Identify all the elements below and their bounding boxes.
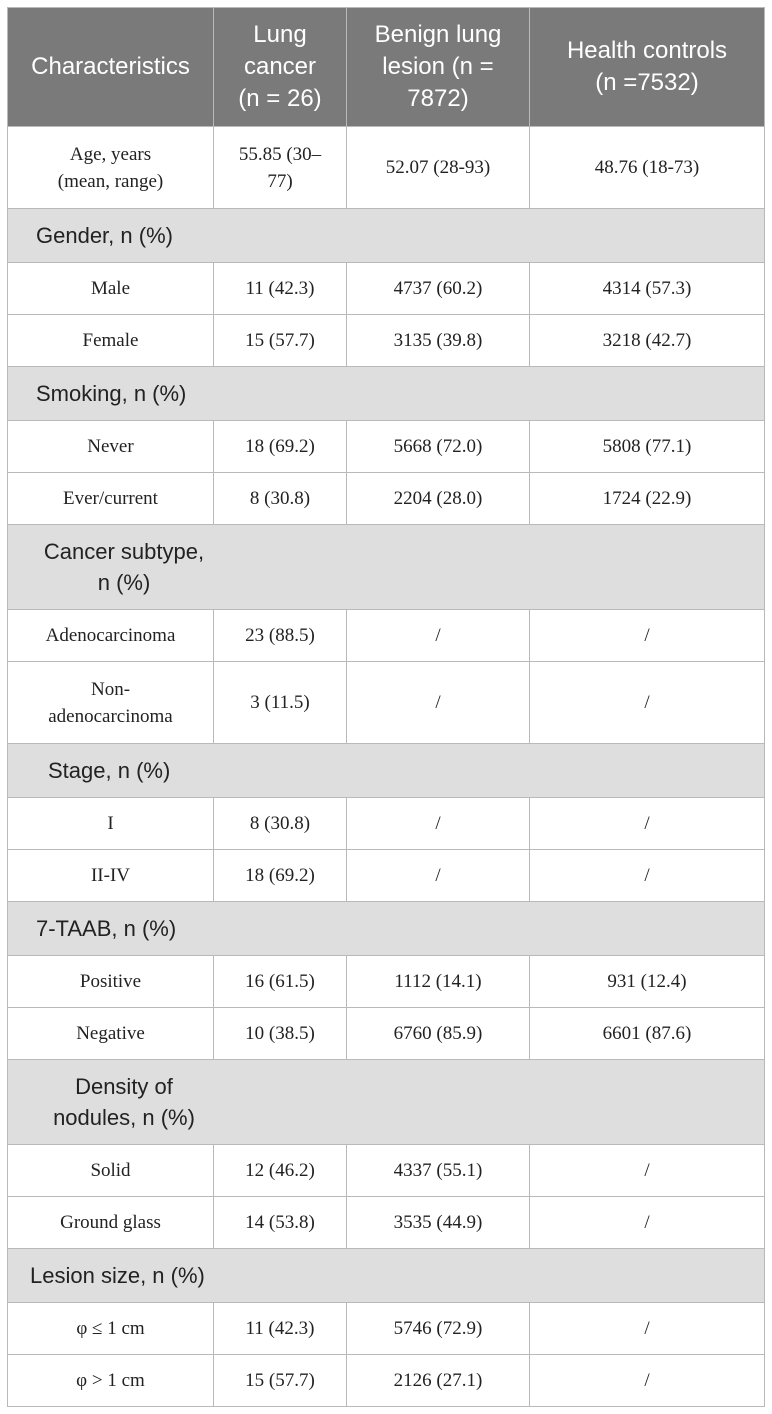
table-row	[8, 1355, 765, 1407]
header-characteristics: Characteristics	[8, 8, 214, 127]
table-row	[8, 662, 765, 744]
section-header-gender	[8, 209, 765, 263]
table-cell: 5668 (72.0)	[347, 421, 530, 473]
header-row	[8, 8, 765, 127]
table-cell: 52.07 (28-93)	[347, 127, 530, 209]
table-cell: 15 (57.7)	[214, 1355, 347, 1407]
header-health-controls: Health controls (n =7532)	[530, 8, 765, 127]
table-cell: Ground glass	[8, 1197, 214, 1249]
table-cell: 2126 (27.1)	[347, 1355, 530, 1407]
section-title: Lesion size, n (%)	[8, 1249, 765, 1303]
section-header-density-of-nodules	[8, 1060, 765, 1145]
table-cell: II-IV	[8, 850, 214, 902]
table-cell: Negative	[8, 1008, 214, 1060]
table-cell: Age, years (mean, range)	[8, 127, 214, 209]
table-cell: /	[347, 662, 530, 744]
table-cell: Solid	[8, 1145, 214, 1197]
table-cell: /	[530, 1197, 765, 1249]
table-cell: /	[347, 610, 530, 662]
section-header-lesion-size	[8, 1249, 765, 1303]
table-cell: 55.85 (30–77)	[214, 127, 347, 209]
section-title: Stage, n (%)	[8, 744, 765, 798]
table-cell: /	[530, 798, 765, 850]
table-cell: 8 (30.8)	[214, 473, 347, 525]
table-cell: 1112 (14.1)	[347, 956, 530, 1008]
table-row	[8, 127, 765, 209]
table-cell: 15 (57.7)	[214, 315, 347, 367]
table-cell: 11 (42.3)	[214, 1303, 347, 1355]
table-cell: 12 (46.2)	[214, 1145, 347, 1197]
table-row	[8, 1303, 765, 1355]
section-header-7-taab	[8, 902, 765, 956]
table-row	[8, 956, 765, 1008]
table-cell: Non-adenocarcinoma	[8, 662, 214, 744]
table-cell: /	[347, 798, 530, 850]
header-lung-cancer: Lung cancer (n = 26)	[214, 8, 347, 127]
table-cell: 5746 (72.9)	[347, 1303, 530, 1355]
table-cell: 11 (42.3)	[214, 263, 347, 315]
table-cell: Never	[8, 421, 214, 473]
table-cell: /	[530, 850, 765, 902]
table-cell: 18 (69.2)	[214, 421, 347, 473]
section-header-smoking	[8, 367, 765, 421]
table-cell: 3 (11.5)	[214, 662, 347, 744]
table-cell: 3535 (44.9)	[347, 1197, 530, 1249]
section-header-cancer-subtype	[8, 525, 765, 610]
section-title: Smoking, n (%)	[8, 367, 765, 421]
table-cell: /	[530, 1303, 765, 1355]
table-row	[8, 263, 765, 315]
table-cell: 6760 (85.9)	[347, 1008, 530, 1060]
table-row	[8, 798, 765, 850]
table-cell: 6601 (87.6)	[530, 1008, 765, 1060]
table-row	[8, 421, 765, 473]
table-row	[8, 850, 765, 902]
table-cell: 14 (53.8)	[214, 1197, 347, 1249]
table-cell: Adenocarcinoma	[8, 610, 214, 662]
table-cell: φ > 1 cm	[8, 1355, 214, 1407]
section-header-stage	[8, 744, 765, 798]
table-cell: Ever/current	[8, 473, 214, 525]
table-row	[8, 1197, 765, 1249]
table-cell: /	[347, 850, 530, 902]
table-cell: /	[530, 662, 765, 744]
table-row	[8, 610, 765, 662]
table-cell: 23 (88.5)	[214, 610, 347, 662]
table-cell: Female	[8, 315, 214, 367]
table-cell: 4314 (57.3)	[530, 263, 765, 315]
table-cell: Male	[8, 263, 214, 315]
table-row	[8, 1008, 765, 1060]
characteristics-table	[7, 7, 765, 1407]
table-cell: Positive	[8, 956, 214, 1008]
table-row	[8, 315, 765, 367]
table-cell: 48.76 (18-73)	[530, 127, 765, 209]
table-cell: 5808 (77.1)	[530, 421, 765, 473]
section-title: Density of nodules, n (%)	[53, 1074, 195, 1130]
table-cell: 3218 (42.7)	[530, 315, 765, 367]
table-cell: /	[530, 1355, 765, 1407]
section-title: Gender, n (%)	[8, 209, 765, 263]
table-cell: 3135 (39.8)	[347, 315, 530, 367]
section-title: 7-TAAB, n (%)	[8, 902, 765, 956]
table-cell: 8 (30.8)	[214, 798, 347, 850]
table-cell: 2204 (28.0)	[347, 473, 530, 525]
table-cell: 18 (69.2)	[214, 850, 347, 902]
header-benign-lung-lesion: Benign lung lesion (n = 7872)	[347, 8, 530, 127]
table-cell: I	[8, 798, 214, 850]
table-cell: /	[530, 1145, 765, 1197]
section-title: Cancer subtype, n (%)	[43, 539, 205, 595]
table-cell: φ ≤ 1 cm	[8, 1303, 214, 1355]
table-row	[8, 1145, 765, 1197]
table-cell: 4737 (60.2)	[347, 263, 530, 315]
table-cell: /	[530, 610, 765, 662]
table-cell: 931 (12.4)	[530, 956, 765, 1008]
table-cell: 16 (61.5)	[214, 956, 347, 1008]
table-cell: 4337 (55.1)	[347, 1145, 530, 1197]
table-cell: 10 (38.5)	[214, 1008, 347, 1060]
table-row	[8, 473, 765, 525]
table-cell: 1724 (22.9)	[530, 473, 765, 525]
